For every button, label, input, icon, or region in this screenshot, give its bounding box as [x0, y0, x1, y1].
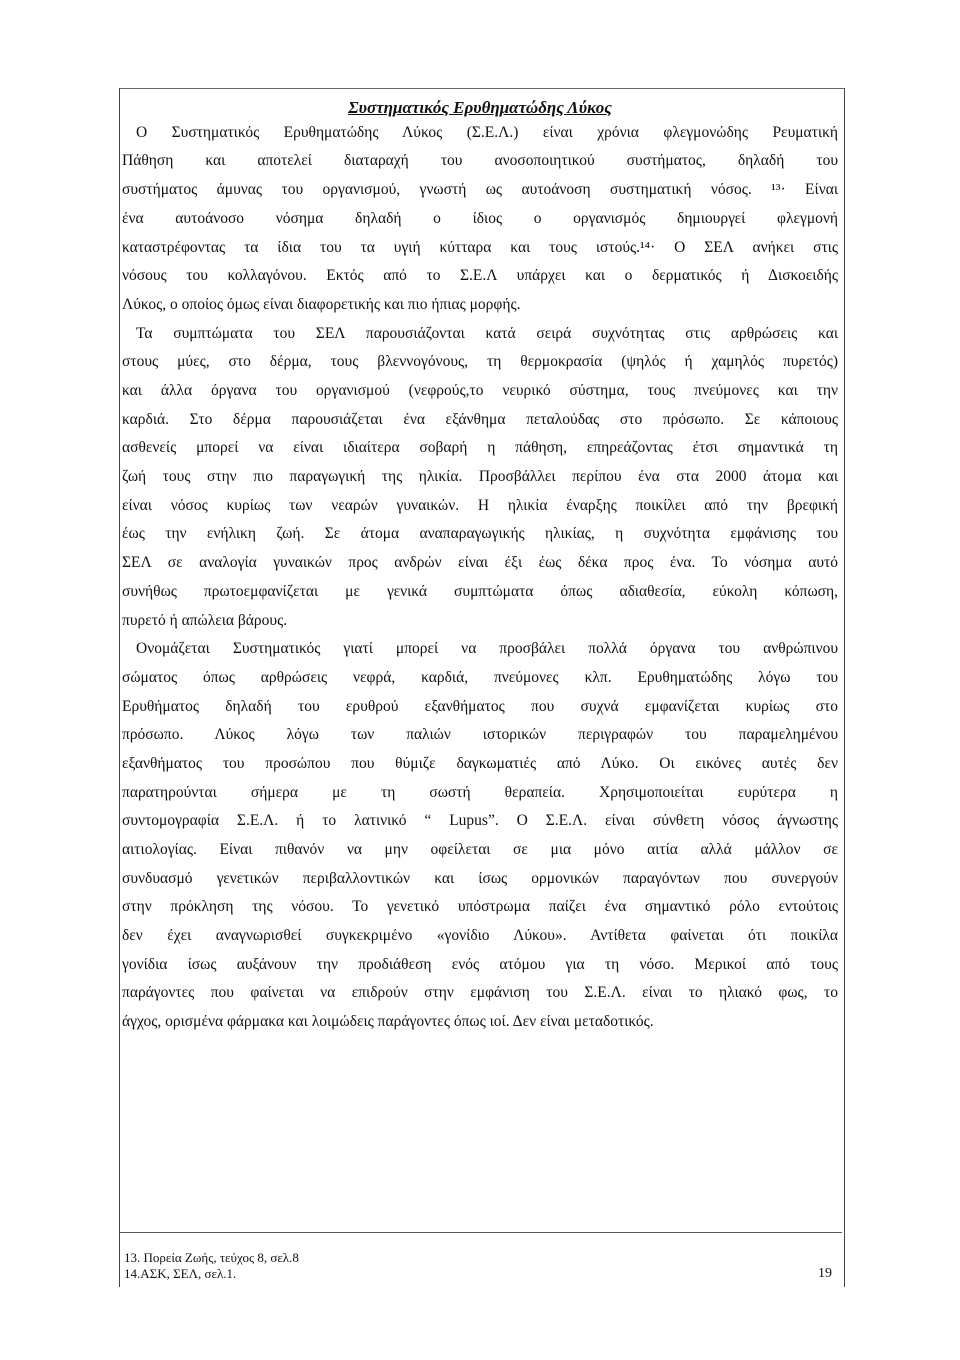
text-line: Λύκος, ο οποίος όμως είναι διαφορετικής και πιο ήπιας μορφής.	[122, 296, 521, 313]
text-line: νόσους του κολλαγόνου. Εκτός από το Σ.Ε.Λ υπάρχει και ο δερματικός ή Δισκοειδής	[122, 267, 838, 284]
text-line: αιτιολογίας. Είναι πιθανόν να μην οφείλεται σε μια μόνο αιτία αλλά μάλλον σε	[122, 841, 838, 858]
text-line: καταστρέφοντας τα ίδια του τα υγιή κύτταρα και τους ιστούς.¹⁴· Ο ΣΕΛ ανήκει στις	[122, 239, 838, 256]
text-line: είναι νόσος κυρίως των νεαρών γυναικών. Η ηλικία έναρξης ποικίλει από την βρεφική	[122, 497, 838, 514]
text-line: Πάθηση και αποτελεί διαταραχή του ανοσοποιητικού συστήματος, δηλαδή του	[122, 152, 838, 169]
text-line: καρδιά. Στο δέρμα παρουσιάζεται ένα εξάνθημα πεταλούδας στο πρόσωπο. Σε κάποιους	[122, 411, 838, 428]
text-line: σώματος όπως αρθρώσεις νεφρά, καρδιά, πνεύμονες κλπ. Ερυθηματώδης λόγω του	[122, 669, 838, 686]
text-line: Ονομάζεται Συστηματικός γιατί μπορεί να προσβάλει πολλά όργανα του ανθρώπινου	[136, 640, 838, 657]
footnote-13: 13. Πορεία Ζωής, τεύχος 8, σελ.8	[124, 1250, 299, 1265]
text-line: ασθενείς μπορεί να είναι ιδιαίτερα σοβαρή η πάθηση, επηρεάζοντας έτσι σημαντικά τη	[122, 439, 838, 456]
text-line: πρόσωπο. Λύκος λόγω των παλιών ιστορικών περιγραφών του παραμελημένου	[122, 726, 838, 743]
text-line: ΣΕΛ σε αναλογία γυναικών προς ανδρών είναι έξι έως δέκα προς ένα. Το νόσημα αυτό	[122, 554, 838, 571]
page-number: 19	[818, 1266, 832, 1281]
page-title: Συστηματικός Ερυθηματώδης Λύκος	[348, 98, 612, 117]
text-line: ζωή τους στην πιο παραγωγική της ηλικία. Προσβάλλει περίπου ένα στα 2000 άτομα και	[122, 468, 838, 485]
text-line: και άλλα όργανα του οργανισμού (νεφρούς,το νευρικό σύστημα, τους πνεύμονες και την	[122, 382, 838, 399]
text-line: στην πρόκληση της νόσου. Το γενετικό υπόστρωμα παίζει ένα σημαντικό ρόλο εντούτοις	[122, 898, 838, 915]
text-line: Τα συμπτώματα του ΣΕΛ παρουσιάζονται κατά σειρά συχνότητας στις αρθρώσεις και	[136, 325, 838, 342]
footnote-14: 14.ΑΣΚ, ΣΕΛ, σελ.1.	[124, 1266, 237, 1281]
text-line: δεν έχει αναγνωρισθεί συγκεκριμένο «γονίδιο Λύκου». Αντίθετα φαίνεται ότι ποικίλα	[122, 927, 838, 944]
text-line: έως την ενήλικη ζωή. Σε άτομα αναπαραγωγικής ηλικίας, η συχνότητα εμφάνισης του	[122, 525, 838, 542]
footnote-divider	[120, 1232, 842, 1233]
text-line: συνδυασμό γενετικών περιβαλλοντικών και ίσως ορμονικών παραγόντων που συνεργούν	[122, 870, 838, 887]
text-line: συντομογραφία Σ.Ε.Λ. ή το λατινικό “ Lupus”. Ο Σ.Ε.Λ. είναι σύνθετη νόσος άγνωστης	[122, 812, 838, 829]
text-line: παράγοντες που φαίνεται να επιδρούν στην εμφάνιση του Σ.Ε.Λ. είναι το ηλιακό φως, το	[122, 984, 838, 1001]
text-line: Ο Συστηματικός Ερυθηματώδης Λύκος (Σ.Ε.Λ.) είναι χρόνια φλεγμονώδης Ρευματική	[136, 124, 838, 141]
text-line: εξανθήματος του προσώπου που θύμιζε δαγκωματιές από Λύκο. Οι εικόνες αυτές δεν	[122, 755, 838, 772]
text-line: παρατηρούνται σήμερα με τη σωστή θεραπεία. Χρησιμοποιείται ευρύτερα η	[122, 784, 838, 801]
text-line: συστήματος άμυνας του οργανισμού, γνωστή ως αυτοάνοση συστηματική νόσος. ¹³· Είναι	[122, 181, 838, 198]
text-line: ένα αυτοάνοσο νόσημα δηλαδή ο ίδιος ο οργανισμός δημιουργεί φλεγμονή	[122, 210, 838, 227]
text-line: πυρετό ή απώλεια βάρους.	[122, 612, 288, 629]
text-line: γονίδια ίσως αυξάνουν την προδιάθεση ενός ατόμου για τη νόσο. Μερικοί από τους	[122, 956, 838, 973]
text-line: άγχος, ορισμένα φάρμακα και λοιμώδεις παράγοντες όπως ιοί. Δεν είναι μεταδοτικός.	[122, 1013, 654, 1030]
text-line: Ερυθήματος δηλαδή του ερυθρού εξανθήματος που συχνά εμφανίζεται κυρίως στο	[122, 698, 838, 715]
text-line: στους μύες, στο δέρμα, τους βλεννογόνους, τη θερμοκρασία (ψηλός ή χαμηλός πυρετός)	[122, 353, 838, 370]
text-line: συνήθως πρωτοεμφανίζεται με γενικά συμπτώματα όπως αδιαθεσία, εύκολη κόπωση,	[122, 583, 838, 600]
